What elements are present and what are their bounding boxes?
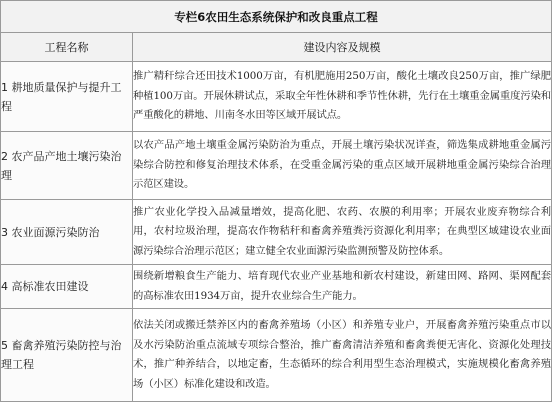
project-content-cell: 推广农业化学投入品减量增效，提高化肥、农药、农膜的利用率；开展农业废弃物综合利用，农村垃圾治理，提高农作物秸秆和畜禽养殖粪污资源化利用率；在典型区域建设农业面源污染综合治理示范区；建立健全农业面源污染监测预警及防控体系。 (133, 200, 552, 265)
header-project-name: 工程名称 (1, 33, 133, 62)
project-content-cell: 依法关闭或搬迁禁养区内的畜禽养殖场（小区）和养殖专业户，开展畜禽养殖污染重点市以及水污染防治重点流域专项综合整治，推广畜禽清洁养殖和畜禽粪便无害化、资源化处理技术，推广种养结合，以地定畜，生态循环的综合利用型生态治理模式，实施规模化畜禽养殖场（小区）标准化建设和改造。 (133, 309, 552, 402)
table-row (1, 265, 552, 309)
project-name-cell: 1 耕地质量保护与提升工程 (1, 62, 133, 132)
table-row (1, 200, 552, 265)
table-row (1, 132, 552, 200)
project-name-cell: 2 农产品产地土壤污染治理 (1, 132, 133, 200)
table-title: 专栏6农田生态系统保护和改良重点工程 (1, 1, 552, 33)
project-content-cell: 围绕新增粮食生产能力、培育现代农业产业基地和新农村建设，新建田网、路网、渠网配套的高标准农田1934万亩，提升农业综合生产能力。 (133, 265, 552, 309)
header-row (1, 33, 552, 62)
project-content-cell: 推广精秆综合还田技术1000万亩，有机肥施用250万亩，酸化土壤改良250万亩，推广绿肥种植100万亩。开展休耕试点，采取全年性休耕和季节性休耕，先行在土壤重金属重度污染和严重酸化的耕地、川南冬水田等区域开展试点。 (133, 62, 552, 132)
project-name-cell: 4 高标准农田建设 (1, 265, 133, 309)
table-row (1, 309, 552, 402)
header-construction-content: 建设内容及规模 (133, 33, 552, 62)
project-name-cell: 5 畜禽养殖污染防控与治理工程 (1, 309, 133, 402)
project-content-cell: 以农产品产地土壤重金属污染防治为重点，开展土壤污染状况详查，筛选集成耕地重金属污染综合防控和修复治理技术体系，在受重金属污染的重点区域开展耕地重金属污染综合治理示范区建设。 (133, 132, 552, 200)
table-row (1, 62, 552, 132)
title-row (1, 1, 552, 33)
project-name-cell: 3 农业面源污染防治 (1, 200, 133, 265)
